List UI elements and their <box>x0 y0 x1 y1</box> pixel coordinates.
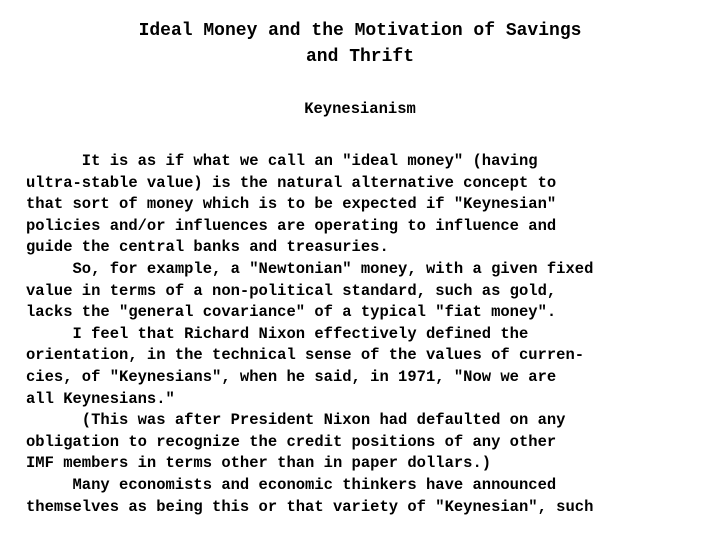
text-line: I feel that Richard Nixon effectively defined the <box>26 324 529 343</box>
body-text <box>26 151 706 518</box>
text-line: lacks the "general covariance" of a typical "fiat money". <box>26 303 557 322</box>
text-line: It is as if what we call an "ideal money" (having <box>26 152 538 170</box>
section-heading: Keynesianism <box>304 100 416 118</box>
text-line: value in terms of a non-political standard, such as gold, <box>26 281 557 300</box>
text-line: IMF members in terms other than in paper dollars.) <box>26 454 492 473</box>
text-line: orientation, in the technical sense of the values of curren- <box>26 346 585 365</box>
text-line: Many economists and economic thinkers have announced <box>26 475 557 494</box>
text-line: themselves as being this or that variety of "Keynesian", such <box>26 497 594 516</box>
text-line: (This was after President Nixon had defaulted on any <box>26 411 566 430</box>
text-line: obligation to recognize the credit positions of any other <box>26 432 557 451</box>
text-line: that sort of money which is to be expected if "Keynesian" <box>26 195 557 214</box>
text-line: ultra-stable value) is the natural alternative concept to <box>26 173 557 192</box>
text-line: all Keynesians." <box>26 389 175 408</box>
text-line: policies and/or influences are operating to influence and <box>26 216 557 235</box>
document-title-line-2: and Thrift <box>305 47 415 67</box>
text-line: guide the central banks and treasuries. <box>26 238 389 257</box>
text-line: cies, of "Keynesians", when he said, in 1971, "Now we are <box>26 367 557 386</box>
document-title-line-1: Ideal Money and the Motivation of Savings <box>138 21 582 41</box>
text-line: So, for example, a "Newtonian" money, with a given fixed <box>26 259 594 278</box>
